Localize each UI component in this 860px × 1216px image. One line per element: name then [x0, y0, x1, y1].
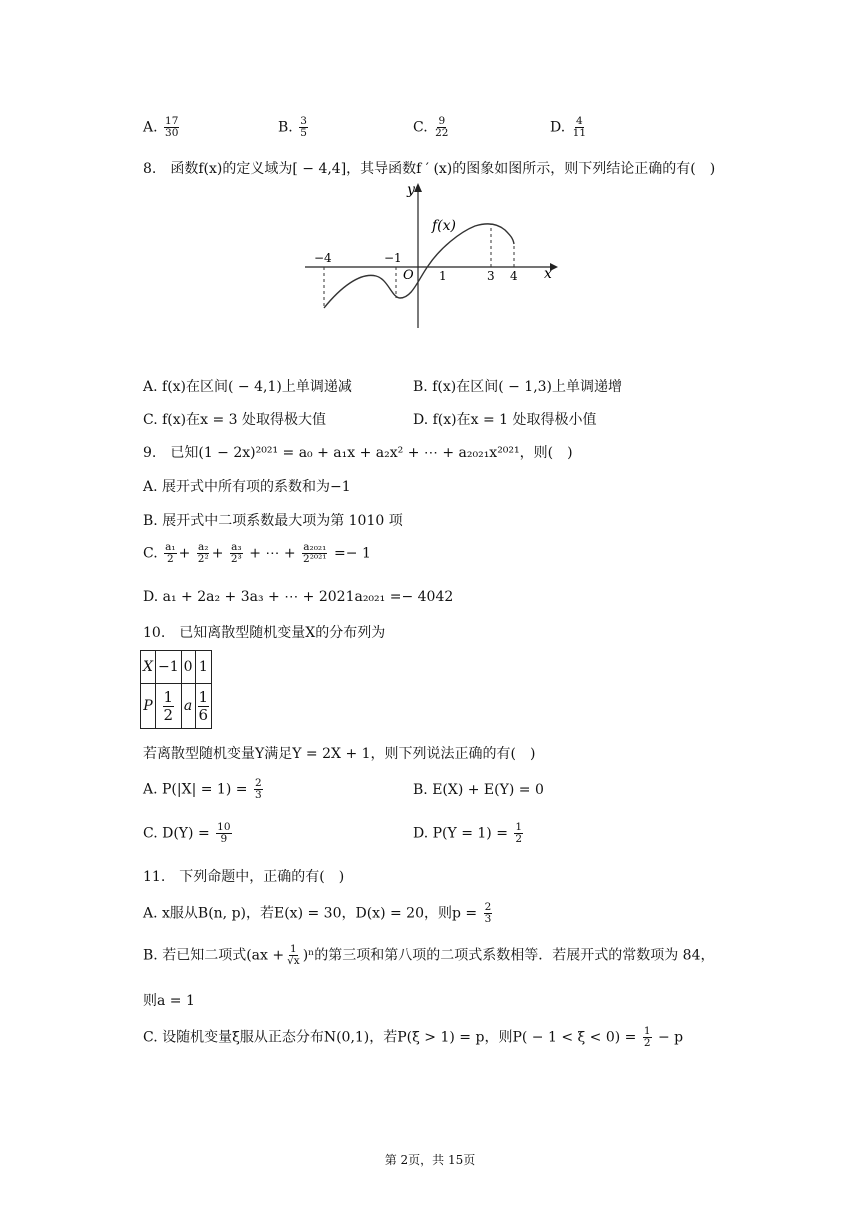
q10-option-c: C. D(Y) = $\frac{10}{9}$ — [143, 821, 231, 845]
q8-option-b: B. f(x)在区间( − 1,3)上单调递增 — [413, 379, 623, 395]
fraction: $\frac{10}{9}$ — [217, 821, 231, 845]
tick-label: 1 — [439, 269, 447, 283]
option-label: B. — [278, 119, 293, 136]
fraction: $\frac{\text{a₂}}{\text{2²}}$ — [197, 541, 209, 565]
q9-option-c: C. $\frac{\text{a₁}}{2}$ + $\frac{\text{a₂}}{\text{2²}}$ + $\frac{\text{a₃}}{\text{2³}}$ + ⋯ + $\frac{\text{a₂₀₂₁}}{\text{2²⁰²¹}}$ =− 1 — [143, 541, 371, 565]
option-label: C. — [413, 119, 428, 136]
q9-option-a: A. 展开式中所有项的系数和为−1 — [143, 479, 351, 495]
fraction: $\frac{\text{a₁}}{2}$ — [165, 541, 176, 565]
q7-option-a — [143, 116, 181, 139]
table-cell — [155, 684, 181, 729]
tick-label: 3 — [487, 269, 495, 283]
fraction: $\frac{\text{a₂₀₂₁}}{\text{2²⁰²¹}}$ — [303, 541, 327, 565]
q7-option-c — [413, 116, 452, 139]
q10-option-b: B. E(X) + E(Y) = 0 — [413, 782, 544, 798]
derivative-graph — [300, 180, 560, 335]
q11-option-b: B. 若已知二项式(ax + $\frac{1}{√x}$ )ⁿ的第三项和第八项的二项式系数相等．若展开式的常数项为 84， — [143, 943, 715, 967]
q11-option-a: A. x服从B(n, p)，若E(x) = 30，D(x) = 20，则p = $\frac{2}{3}$ — [143, 901, 492, 925]
q8-option-d: D. f(x)在x = 1 处取得极小值 — [413, 412, 597, 428]
q8-option-a: A. f(x)在区间( − 4,1)上单调递减 — [143, 379, 352, 395]
q8-option-c: C. f(x)在x = 3 处取得极大值 — [143, 412, 326, 428]
tick-label: −4 — [314, 251, 332, 265]
q9-option-b: B. 展开式中二项系数最大项为第 1010 项 — [143, 513, 403, 529]
q10-option-d: D. P(Y = 1) = $\frac{1}{2}$ — [413, 821, 523, 845]
table-cell: X — [141, 651, 156, 684]
q11-stem: 11. 下列命题中，正确的有( ) — [143, 869, 345, 885]
fraction: $\frac{2}{3}$ — [484, 901, 492, 925]
q10-option-a: A. P(|X| = 1) = $\frac{2}{3}$ — [143, 777, 262, 801]
option-label: D. — [550, 119, 566, 136]
q11-option-b-cont: 则a = 1 — [143, 993, 195, 1009]
fraction: $\frac{3}{5}$ — [300, 115, 307, 139]
fraction: $\frac{17}{30}$ — [165, 115, 179, 139]
origin-label: O — [403, 268, 414, 283]
table-cell: 0 — [181, 651, 195, 684]
fraction: $\frac{\text{a₃}}{\text{2³}}$ — [230, 541, 242, 565]
fraction: $\frac{2}{3}$ — [254, 777, 262, 801]
y-axis-arrow-icon — [414, 183, 422, 192]
option-label: A. — [143, 119, 158, 136]
q7-option-d — [550, 116, 589, 139]
table-cell: a — [181, 684, 195, 729]
fraction: $\frac{9}{22}$ — [435, 115, 449, 139]
x-label: x — [544, 266, 552, 282]
q8-stem: 8. 函数f(x)的定义域为[ − 4,4]，其导函数f ′ (x)的图象如图所示，则下列结论正确的有( ) — [143, 161, 716, 177]
table-cell: P — [141, 684, 156, 729]
table-cell: −1 — [155, 651, 181, 684]
fraction: $\frac{1}{6}$ — [198, 687, 209, 724]
tick-label: −1 — [384, 251, 402, 265]
fraction: $\frac{1}{2}$ — [643, 1025, 651, 1049]
q9-option-d: D. a₁ + 2a₂ + 3a₃ + ⋯ + 2021a₂₀₂₁ =− 4042 — [143, 589, 454, 605]
table-cell — [195, 684, 212, 729]
tick-label: 4 — [510, 269, 518, 283]
curve-label: f(x) — [432, 218, 457, 234]
fraction: $\frac{1}{√x}$ — [287, 943, 300, 967]
q10-condition: 若离散型随机变量Y满足Y = 2X + 1，则下列说法正确的有( ) — [143, 746, 536, 762]
option-label: C. — [143, 545, 158, 562]
fraction: $\frac{1}{2}$ — [515, 821, 523, 845]
distribution-table — [140, 650, 212, 729]
fraction: $\frac{4}{11}$ — [572, 115, 587, 139]
q11-option-c: C. 设随机变量ξ服从正态分布N(0,1)，若P(ξ > 1) = p，则P( − 1 < ξ < 0) = $\frac{1}{2}$ − p — [143, 1025, 684, 1049]
table-cell: 1 — [195, 651, 212, 684]
q10-stem: 10. 已知离散型随机变量X的分布列为 — [143, 625, 386, 641]
derivative-curve — [324, 224, 514, 308]
q7-option-b — [278, 116, 310, 139]
page-footer: 第 2页，共 15页 — [384, 1153, 476, 1167]
y-label: y — [407, 182, 415, 198]
fraction: $\frac{1}{2}$ — [163, 687, 174, 724]
q9-stem: 9. 已知(1 − 2x)²⁰²¹ = a₀ + a₁x + a₂x² + ⋯ + a₂₀₂₁x²⁰²¹，则( ) — [143, 445, 573, 461]
